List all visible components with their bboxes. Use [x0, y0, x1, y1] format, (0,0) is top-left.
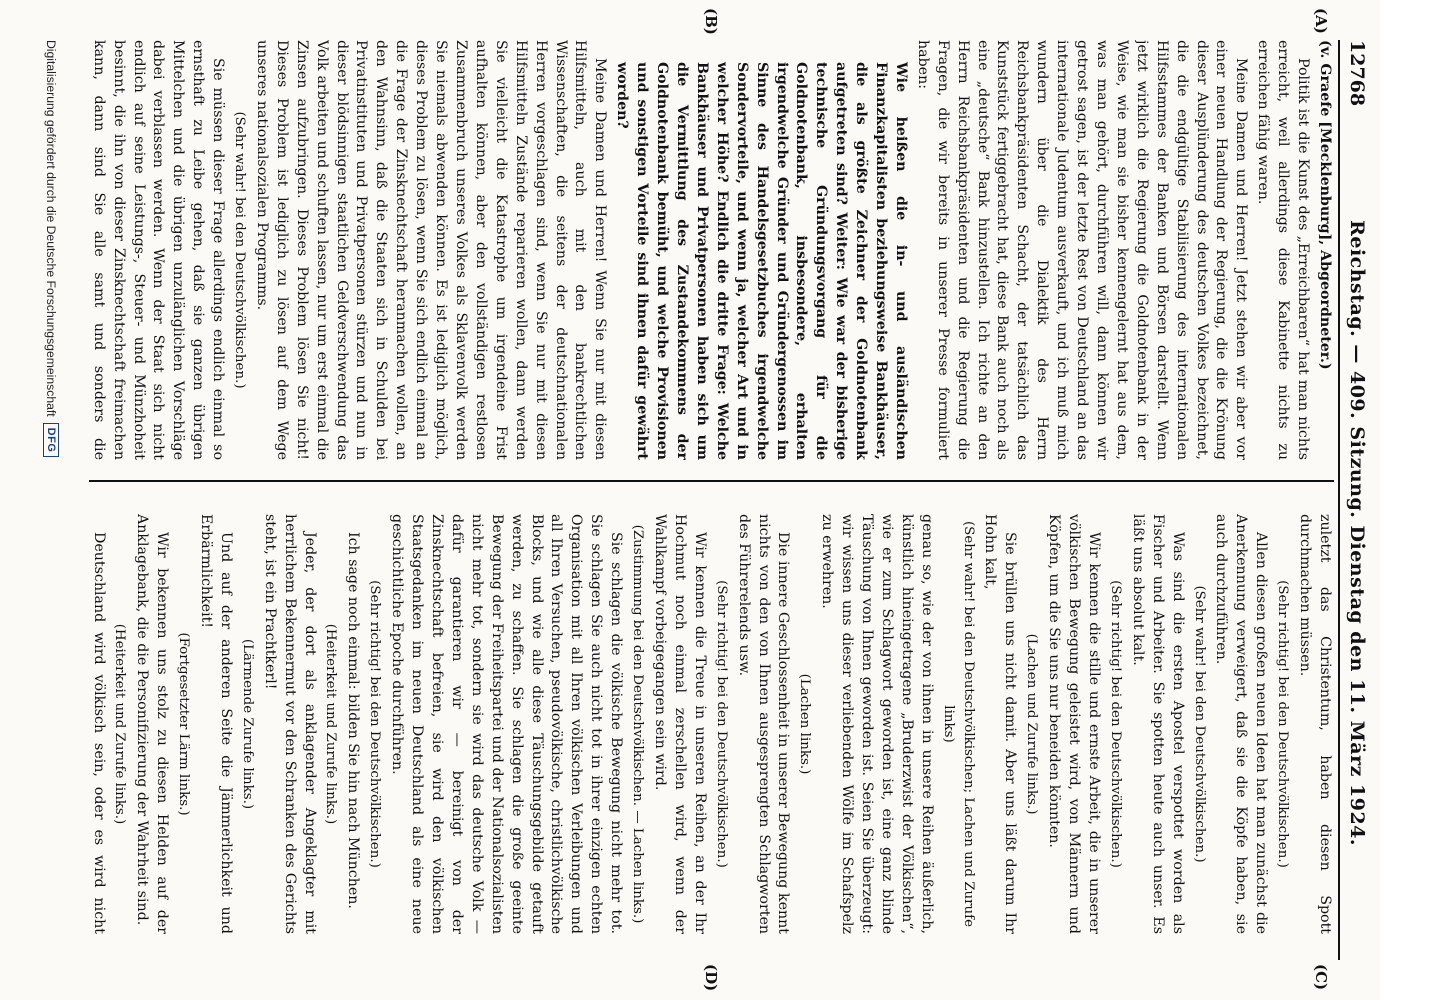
speech-paragraph: Wir bekennen uns stolz zu diesen Helden auf der Anklagebank, die die Personifizierung der Wahrheit sind.: [134, 514, 171, 934]
speech-paragraph: Sie schlagen die völkische Bewegung nicht mehr tot. Sie schlagen Sie auch nicht tot in ihrer einzigen echten Organisation mit all Ihren völkischen Verleibungen und all Ihren Versuchen, pseudovölkische, christlichvölkische Blocks, und wie alle diese Täuschungsgebilde getauft werden, zu schaffen. Sie schlagen die große geeinte Bewegung der Freiheitspartei und der Nationalsozialisten nicht mehr tot, sondern sie wird das deutsche Volk — dafür garantieren wir — bereinigt von der Zinsknechtschaft befreien, sie wird den völkischen Staatsgedanken im neuen Deutschland als eine neue geschichtliche Epoche durchführen.: [389, 514, 625, 934]
speech-paragraph: Deutschland wird völkisch sein, oder es wird nicht: [90, 532, 107, 934]
interjection: (Fortgesetzter Lärm links.): [176, 632, 192, 816]
interjection: (Sehr wahr! bei den Deutschvölkischen; Lachen und Zurufe links): [940, 520, 976, 928]
speech-paragraph: Allen diesen großen neuen Ideen hat man zunächst die Anerkennung verweigert, daß sie die Köpfe haben, sie auch durchzuführen.: [1213, 514, 1270, 934]
interjection: (Sehr richtig! bei den Deutschvölkischen.): [713, 580, 729, 868]
margin-marker-c: (C): [1312, 964, 1330, 991]
running-title: Reichstag. — 409. Sitzung. Dienstag den 11. März 1924.: [1346, 220, 1368, 847]
interjection: (Zustimmung bei den Deutschvölkischen. — Lachen links.): [630, 524, 646, 924]
interjection: (Sehr richtig! bei den Deutschvölkischen.): [1275, 580, 1291, 868]
left-text-column: [89, 40, 1334, 460]
margin-marker-a: (A): [1312, 8, 1330, 34]
interjection: (Lachen links.): [797, 673, 813, 775]
speech-paragraph: Und auf der anderen Seite die Jämmerlichkeit und Erbärmlichkeit!: [198, 514, 234, 934]
speech-paragraph: Was sind die ersten Apostel verspottet worden als Fischer und Arbeiter. Sie spotten heute auch unser. Es läßt uns absolut kalt.: [1129, 514, 1186, 934]
interjection: (Sehr richtig! bei den Deutschvölkischen.): [367, 580, 383, 868]
speech-paragraph: Sie brüllen uns nicht damit. Aber uns läßt darum Ihr Hohn kalt,: [982, 514, 1019, 934]
quoted-questions: Wie heißen die in- und ausländischen Finanzkapitalisten beziehungsweise Bankhäuser, die als größte Zeichner der Goldnotenbank aufgetreten sind? Weiter: Wie war der bisherige technische Gründungsvorgang für die Goldnotenbank, insbesondere, erhalten irgendwelche Gründer und Gründergenossen im Sinne des Handelsgesetzbuches irgendwelche Sondervorteile, und wenn ja, welcher Art und in welcher Höhe? Endlich die dritte Frage: Welche Bankhäuser und Privatpersonen haben sich um die Vermittlung des Zustandekommens der Goldnotenbank bemüht, und welche Provisionen und sonstigen Vorteile sind ihnen dafür gewährt worden?: [614, 62, 909, 460]
interjection: (Lachen und Zurufe links.): [1024, 633, 1040, 815]
margin-marker-b: (B): [702, 8, 720, 35]
digitization-note: Digitalisierung gefördert durch die Deutsche Forschungsgemeinschaft: [44, 40, 58, 417]
speech-paragraph: Jeder, der dort als anklagender Angeklagter mit herrlichem Bekennermut vor den Schranken des Gerichts steht, ist ein Prachtkerl!: [261, 514, 318, 934]
page-number: 12768: [1346, 40, 1368, 107]
speech-paragraph: Ich sage noch einmal: bilden Sie hin nach München.: [345, 532, 362, 909]
speech-paragraph: genau so, wie der von ihnen in unsere Reihen äußerlich, künstlich hineingetragene „Bruderzwist der Völkischen“, wie er zum Schlagwort geworden ist, eine ganz blinde Täuschung von Ihnen geworden ist. Seien Sie überzeugt: wir wissen uns dieser verliebenden Wölfe im Schafspelz zu erwehren.: [819, 514, 935, 934]
page-header: [1338, 40, 1374, 960]
speech-paragraph: Die innere Geschlossenheit in unserer Bewegung kennt nichts von den von Ihnen ausgesprengten Schlagworten des Führerelends usw.: [735, 514, 792, 934]
speaker-line: (v. Graefe [Mecklenburg], Abgeordneter.): [1317, 40, 1333, 370]
margin-marker-d: (D): [702, 964, 720, 992]
interjection: (Sehr richtig! bei den Deutschvölkischen.): [1107, 580, 1123, 868]
speech-paragraph: Wir kennen die Treue in unseren Reihen, an der Ihr Hochmut noch einmal zerschellen wird, wenn der Wahlkampf vorbeigegangen sein wird.: [652, 514, 708, 934]
dfg-logo: DFG: [43, 423, 59, 458]
speech-paragraph: Sie müssen dieser Frage allerdings endlich einmal so ernsthaft zu Leibe gehen, daß sie ganzen übrigen Mittelchen und die übrigen unzulänglichen Vorschläge dabei verblassen werden. Wenn der Staat sich nicht endlich auf seine Leistungs-, Steuer- und Münzhoheit besinnt, die ihn von dieser Zinsknechtschaft freimachen kann, dann sind Sie alle samt und sonders die: [90, 40, 227, 460]
interjection: (Sehr wahr! bei den Deutschvölkischen.): [232, 111, 248, 389]
speech-paragraph: Meine Damen und Herren! Wenn Sie nur mit diesen Hilfsmitteln, auch mit den bankrechtlichen Wissenschaften, die seitens der deutschnationalen Herren vorgeschlagen sind, wenn Sie nur mit diesen Hilfsmitteln Zustände reparieren wollen, dann werden Sie vielleicht die Katastrophe um irgendeine Frist aufhalten können, aber den vollständigen restlosen Zusammenbruch unseres Volkes als Sklavenvolk werden Sie niemals abwenden können. Es ist lediglich möglich, dieses Problem zu lösen, wenn Sie sich endlich einmal an die Frage der Zinsknechtschaft heranmachen wollen, an den Wahnsinn, daß die Staaten sich in Schulden bei Privatinstituten und Privatpersonen stürzen und nun in dieser blödsinnigen staatlichen Geldverschwendung das Volk arbeiten und schuften lassen, nur um erst einmal die Zinsen aufzubringen. Dieses Problem lösen Sie nicht! Dieses Problem ist lediglich zu lösen auf dem Wege unseres nationalsozialen Programms.: [253, 40, 609, 460]
interjection: (Sehr wahr! bei den Deutschvölkischen.): [1191, 585, 1207, 863]
speech-paragraph: Politik ist die Kunst des „Erreichbaren“ hat man nichts erreicht, weil allerdings diese Kabinette nichts zu erreichen fähig waren.: [1255, 40, 1312, 460]
interjection: (Heiterkeit und Zurufe links.): [112, 623, 128, 825]
column-divider: [89, 480, 1334, 482]
interjection: (Heiterkeit und Zurufe links.): [323, 623, 339, 825]
speech-paragraph: Meine Damen und Herren! Jetzt stehen wir aber vor einer neuen Handlung der Regierung, die die Krönung dieser Ausplünderung des deutschen Volkes bezeichnet, die die endgültige Stabilisierung des internationalen Hilfsstammes der Banken und Börsen darstellt. Wenn jetzt wirklich die Regierung die Goldnotenbank in der Weise, wie man sie bisher kennengelernt hat aus dem, was man gehört, durchführen will, dann können wir getrost sagen, ist der letzte Rest von Deutschland an das internationale Judentum ausverkauft, und ich muß mich wundern über die Dialektik des Herrn Reichsbankpräsidenten Schacht, der tatsächlich das Kunststück fertiggebracht hat, diese Bank auch noch als eine „deutsche“ Bank hinzustellen. Ich richte an den Herrn Reichsbankpräsidenten und die Regierung die Fragen, die wir bereits in unserer Presse formuliert haben:: [914, 40, 1250, 460]
interjection: (Lärmende Zurufe links.): [239, 638, 255, 810]
right-text-column: [89, 514, 1334, 934]
speech-paragraph: Wir kennen die stille und ernste Arbeit, die in unserer völkischen Bewegung geleistet wird, von Männern und Köpfen, um die Sie uns nur beneiden könnten.: [1046, 514, 1103, 934]
page-footer: [40, 40, 62, 960]
speech-paragraph: zuletzt das Christentum, haben diesen Spott durchmachen müssen.: [1297, 514, 1333, 934]
